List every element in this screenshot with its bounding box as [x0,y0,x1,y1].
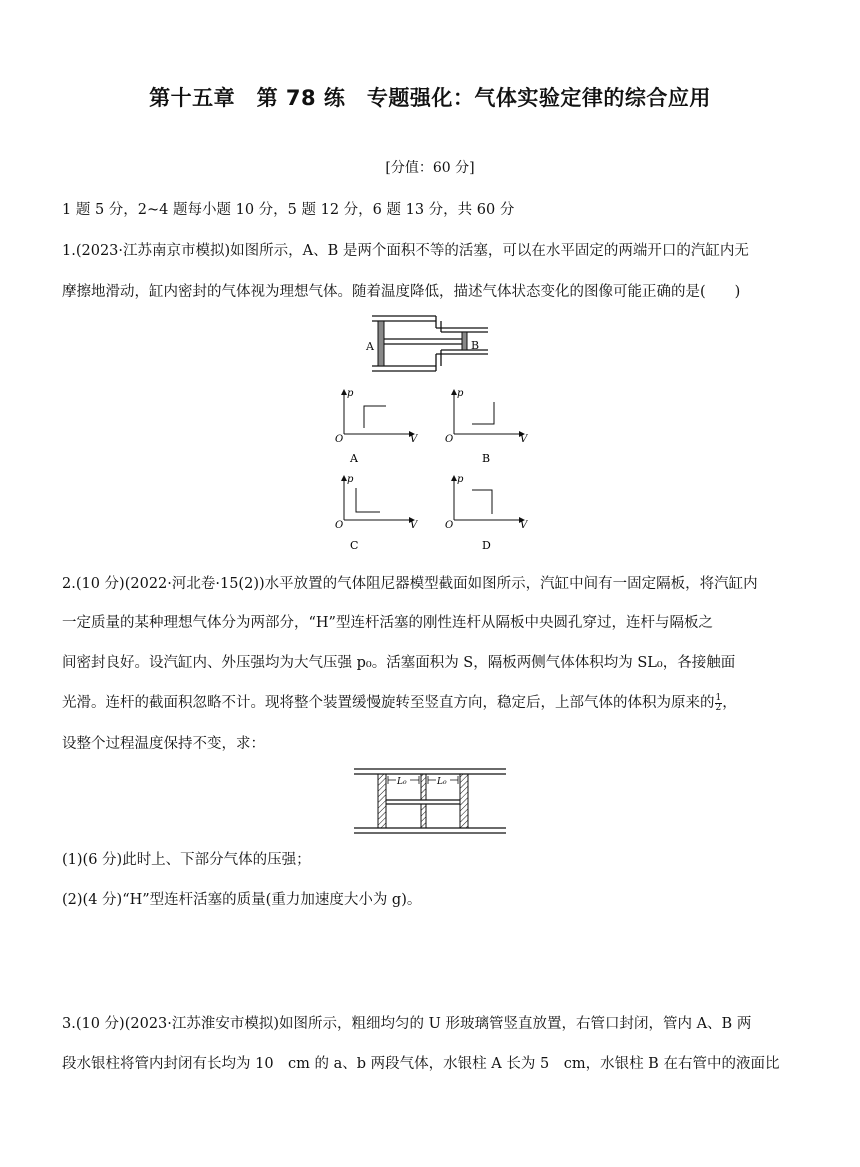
graph-option-c [344,476,414,520]
graph-option-b [454,390,524,434]
q2-text-line-2: 一定质量的某种理想气体分为两部分，“H”型连杆活塞的刚性连杆从隔板中央圆孔穿过，连杆与隔板之 [62,615,713,631]
q2-text-line-1: 2.(10 分)(2022·河北卷·15(2))水平放置的气体阻尼器模型截面如图所示，汽缸中间有一固定隔板，将汽缸内 [62,576,758,592]
svg-text:p: p [457,388,464,399]
svg-text:V: V [520,434,528,445]
scoring-rule: 1 题 5 分，2~4 题每小题 10 分，5 题 12 分，6 题 13 分，共 60 分 [62,202,515,218]
q2-text-line-3: 间密封良好。设汽缸内、外压强均为大气压强 p₀。活塞面积为 S，隔板两侧气体体积均为 SL₀，各接触面 [62,655,736,671]
graph-d-label: D [482,539,491,552]
q2-text-line-5: 设整个过程温度保持不变，求： [62,736,265,752]
svg-text:O: O [335,520,344,531]
q2-damper-figure [352,766,508,836]
fraction-one-half: $\frac{1}{2}$ [715,692,722,713]
svg-text:p: p [347,388,354,399]
svg-text:O: O [445,434,454,445]
q3-text-line-1: 3.(10 分)(2023·江苏淮安市模拟)如图所示，粗细均匀的 U 形玻璃管竖直放置，右管口封闭，管内 A、B 两 [62,1016,752,1032]
q1-text-line-2: 摩擦地滑动，缸内密封的气体视为理想气体。随着温度降低，描述气体状态变化的图像可能正确的是( ) [62,284,741,300]
svg-text:V: V [410,434,418,445]
q2-subquestion-1: (1)(6 分)此时上、下部分气体的压强； [62,852,311,868]
svg-text:p: p [457,474,464,485]
graph-b-label: B [482,452,491,465]
q2-subquestion-2: (2)(4 分)“H”型连杆活塞的质量(重力加速度大小为 g)。 [62,892,422,908]
length-label-right: L₀ [437,777,447,787]
graph-option-d [454,476,524,520]
total-score: [分值：60 分] [385,160,475,176]
graph-a-label: A [350,452,358,465]
q3-text-line-2: 段水银柱将管内封闭有长均为 10 cm 的 a、b 两段气体，水银柱 A 长为 5 cm，水银柱 B 在右管中的液面比 [62,1056,780,1072]
q1-text-line-1: 1.(2023·江苏南京市模拟)如图所示，A、B 是两个面积不等的活塞，可以在水平固定的两端开口的汽缸内无 [62,243,749,259]
length-label-left: L₀ [397,777,407,787]
piston-b [462,332,467,350]
q1-cylinder-figure [360,312,500,374]
graph-c-label: C [350,539,359,552]
q2-text-line-4: 光滑。连杆的截面积忽略不计。现将整个装置缓慢旋转至竖直方向，稳定后，上部气体的体积为原来的 $\frac{1}{2}$ ， [62,692,737,713]
page-title: 第十五章 第 78 练 专题强化：气体实验定律的综合应用 [149,86,711,110]
svg-text:p: p [347,474,354,485]
svg-text:O: O [445,520,454,531]
svg-text:V: V [410,520,418,531]
piston-a-label: A [366,340,374,353]
svg-text:V: V [520,520,528,531]
piston-a [378,321,384,366]
piston-b-label: B [471,339,480,352]
svg-text:O: O [335,434,344,445]
graph-option-a [344,390,414,434]
q1-option-graphs [330,384,540,556]
